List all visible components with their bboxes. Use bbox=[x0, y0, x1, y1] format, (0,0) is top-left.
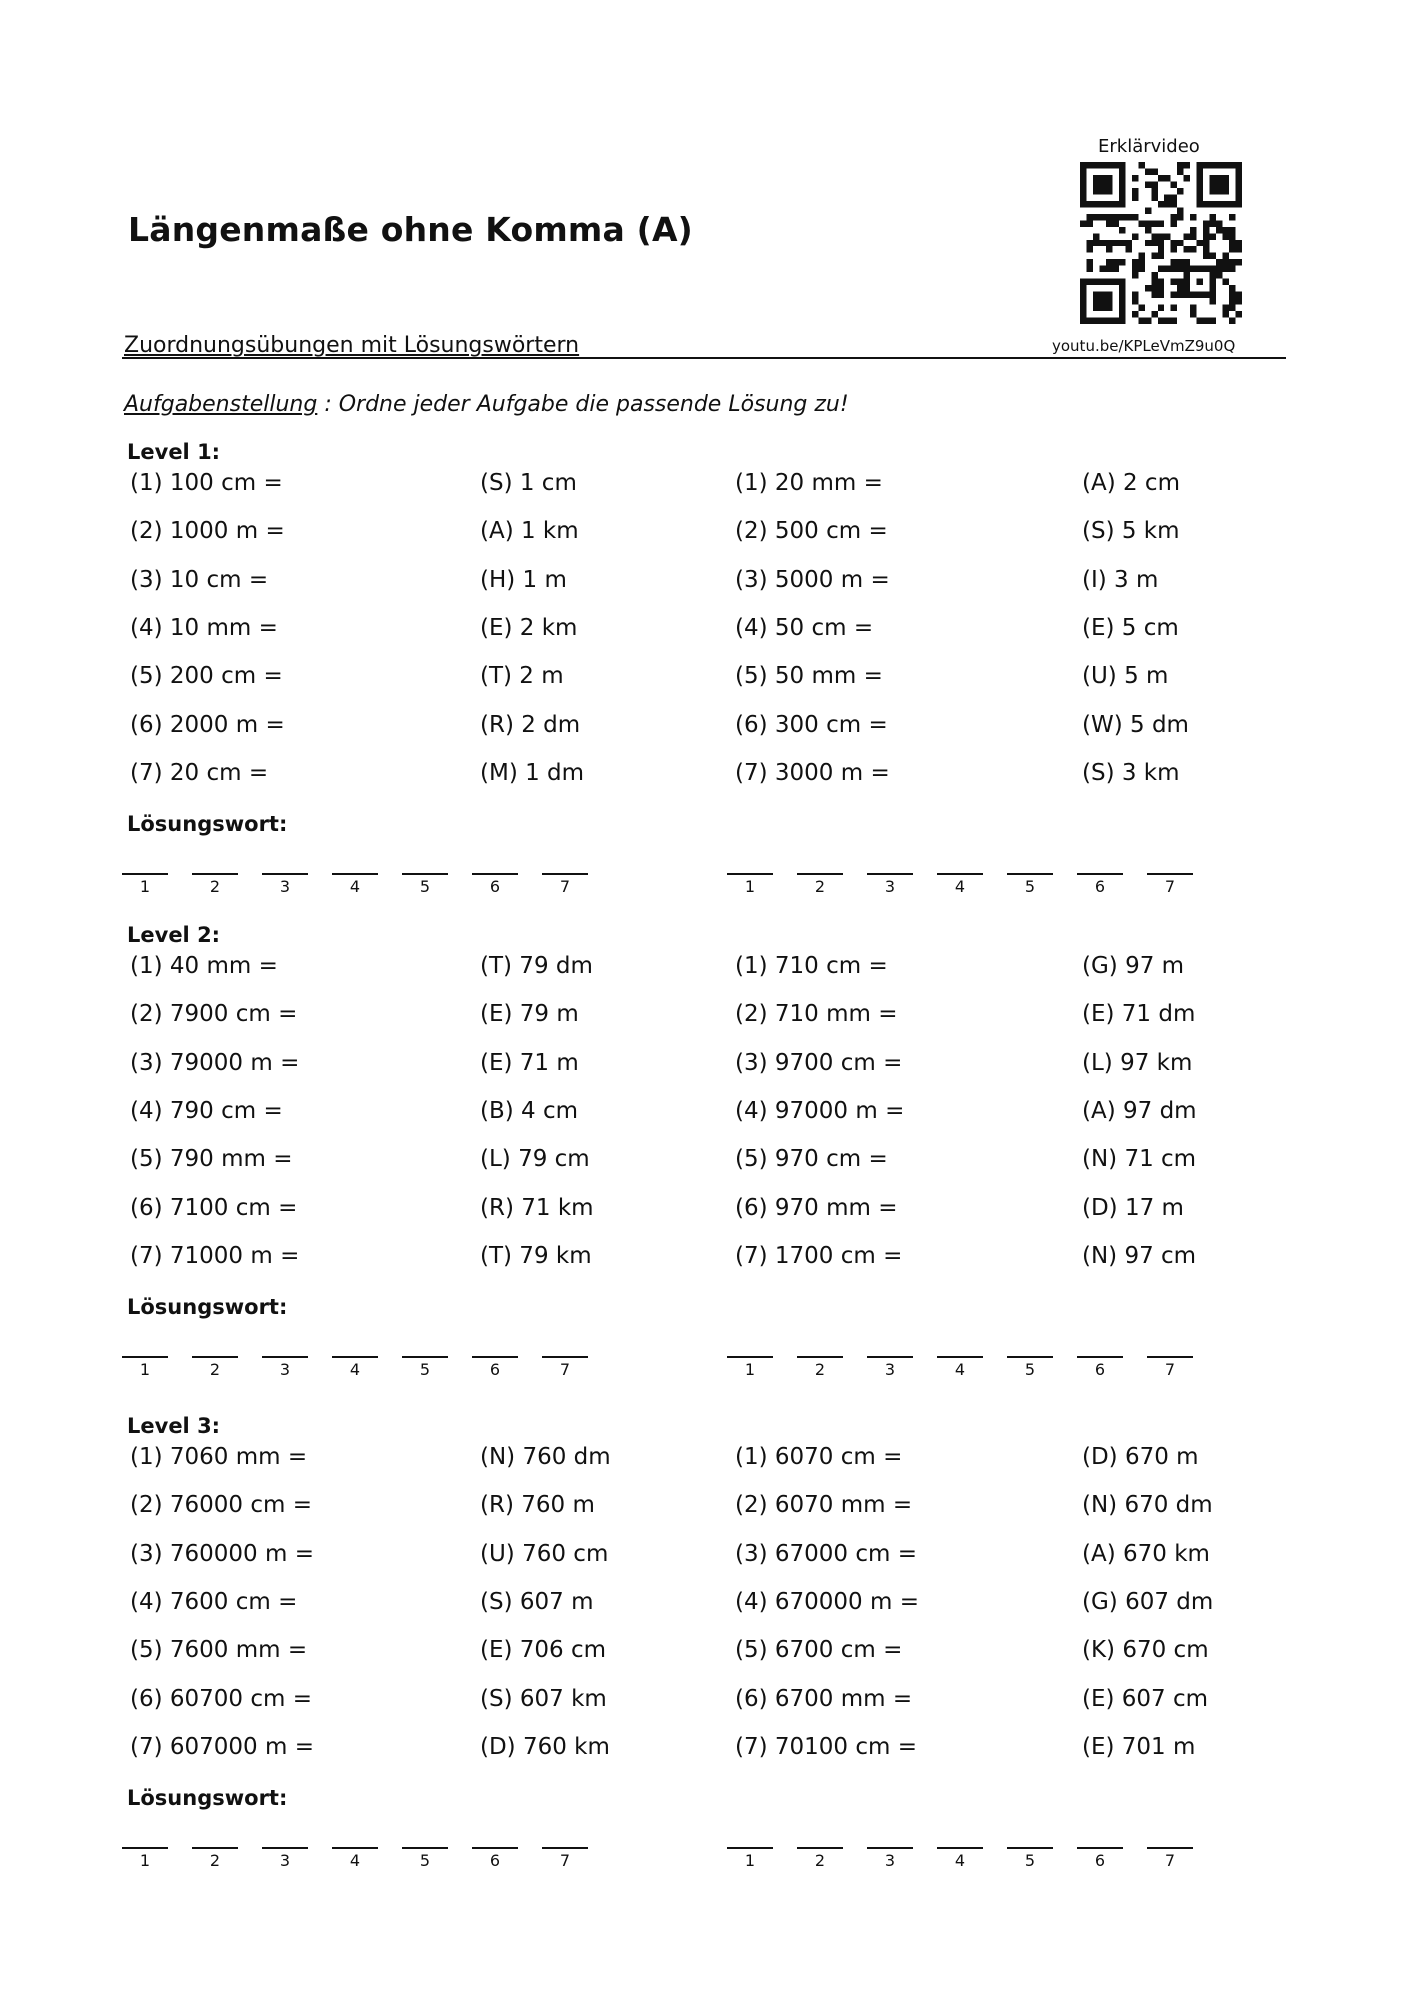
task-item: (4) 10 mm = bbox=[130, 614, 278, 641]
task-item: (7) 71000 m = bbox=[130, 1242, 300, 1269]
blank-line bbox=[727, 1356, 773, 1358]
video-link[interactable]: youtu.be/KPLeVmZ9u0Q bbox=[1052, 337, 1236, 355]
task-item: (5) 970 cm = bbox=[735, 1146, 888, 1173]
task-item: (1) 40 mm = bbox=[130, 953, 278, 979]
task-item: (6) 6700 mm = bbox=[735, 1685, 913, 1712]
blank-line bbox=[1007, 1847, 1053, 1849]
task-item: (7) 607000 m = bbox=[130, 1733, 314, 1760]
answer-option[interactable]: (R) 71 km bbox=[480, 1194, 594, 1221]
blank-line bbox=[472, 1847, 518, 1849]
blank-number: 3 bbox=[884, 1360, 896, 1380]
blank-number: 5 bbox=[1024, 1851, 1036, 1871]
answer-option[interactable]: (T) 79 km bbox=[480, 1242, 592, 1269]
answer-option[interactable]: (I) 3 m bbox=[1082, 566, 1159, 593]
blank-number: 4 bbox=[954, 1360, 966, 1380]
blank-number: 4 bbox=[349, 877, 361, 897]
blank-line bbox=[727, 1847, 773, 1849]
blank-line bbox=[1077, 1356, 1123, 1358]
blank-number: 7 bbox=[1164, 877, 1176, 897]
blank-number: 1 bbox=[744, 877, 756, 897]
blank-line bbox=[332, 1847, 378, 1849]
blank-number: 3 bbox=[884, 1851, 896, 1871]
answer-option[interactable]: (E) 607 cm bbox=[1082, 1685, 1209, 1712]
answer-option[interactable]: (E) 2 km bbox=[480, 614, 578, 641]
answer-option[interactable]: (S) 5 km bbox=[1082, 518, 1180, 545]
task-item: (5) 790 mm = bbox=[130, 1146, 293, 1173]
blank-number: 3 bbox=[884, 877, 896, 897]
level-title: Level 3: bbox=[127, 1414, 221, 1438]
blank-number: 7 bbox=[1164, 1360, 1176, 1380]
level-title: Level 1: bbox=[127, 440, 221, 464]
blank-line bbox=[1007, 1356, 1053, 1358]
answer-option[interactable]: (U) 5 m bbox=[1082, 663, 1169, 690]
task-item: (1) 7060 mm = bbox=[130, 1444, 308, 1470]
task-item: (2) 710 mm = bbox=[735, 1001, 898, 1028]
blank-number: 7 bbox=[559, 1360, 571, 1380]
blank-number: 1 bbox=[139, 1360, 151, 1380]
task-item: (3) 67000 cm = bbox=[735, 1540, 918, 1567]
page-title: Längenmaße ohne Komma (A) bbox=[128, 210, 693, 249]
task-item: (4) 7600 cm = bbox=[130, 1588, 298, 1615]
blank-line bbox=[867, 1847, 913, 1849]
blank-line bbox=[937, 1356, 983, 1358]
answer-option[interactable]: (A) 97 dm bbox=[1082, 1097, 1197, 1124]
blank-line bbox=[332, 1356, 378, 1358]
task-item: (6) 7100 cm = bbox=[130, 1194, 298, 1221]
answer-option[interactable]: (D) 17 m bbox=[1082, 1194, 1184, 1221]
task-item: (5) 7600 mm = bbox=[130, 1637, 308, 1664]
task-item: (2) 6070 mm = bbox=[735, 1492, 913, 1519]
blank-number: 2 bbox=[814, 1360, 826, 1380]
blank-line bbox=[1147, 873, 1193, 875]
page-subtitle: Zuordnungsübungen mit Lösungswörtern bbox=[124, 333, 580, 358]
blank-number: 5 bbox=[419, 877, 431, 897]
solution-word-label: Lösungswort: bbox=[127, 1786, 288, 1811]
blank-number: 3 bbox=[279, 877, 291, 897]
solution-word-label: Lösungswort: bbox=[127, 1295, 288, 1320]
qr-code-icon[interactable] bbox=[1080, 162, 1242, 324]
blank-line bbox=[797, 1847, 843, 1849]
answer-option[interactable]: (S) 3 km bbox=[1082, 759, 1180, 786]
answer-option[interactable]: (E) 79 m bbox=[480, 1001, 579, 1028]
answer-option[interactable]: (M) 1 dm bbox=[480, 759, 585, 786]
task-item: (4) 50 cm = bbox=[735, 614, 874, 641]
task-item: (7) 70100 cm = bbox=[735, 1733, 918, 1760]
task-item: (6) 300 cm = bbox=[735, 711, 888, 738]
blank-line bbox=[937, 873, 983, 875]
blank-number: 4 bbox=[349, 1360, 361, 1380]
blank-line bbox=[867, 873, 913, 875]
blank-line bbox=[937, 1847, 983, 1849]
blank-number: 3 bbox=[279, 1851, 291, 1871]
answer-option[interactable]: (H) 1 m bbox=[480, 566, 567, 593]
blank-number: 5 bbox=[419, 1360, 431, 1380]
task-item: (5) 200 cm = bbox=[130, 663, 283, 690]
blank-number: 1 bbox=[139, 877, 151, 897]
blank-line bbox=[542, 873, 588, 875]
answer-option[interactable]: (W) 5 dm bbox=[1082, 711, 1189, 738]
task-item: (1) 100 cm = bbox=[130, 470, 283, 496]
task-item: (7) 20 cm = bbox=[130, 759, 269, 786]
blank-line bbox=[797, 873, 843, 875]
answer-option[interactable]: (N) 670 dm bbox=[1082, 1492, 1213, 1519]
task-item: (6) 2000 m = bbox=[130, 711, 285, 738]
task-item: (5) 50 mm = bbox=[735, 663, 883, 690]
answer-option[interactable]: (G) 607 dm bbox=[1082, 1588, 1214, 1615]
blank-number: 2 bbox=[814, 877, 826, 897]
answer-option[interactable]: (A) 1 km bbox=[480, 518, 579, 545]
blank-line bbox=[472, 873, 518, 875]
blank-number: 4 bbox=[349, 1851, 361, 1871]
blank-line bbox=[402, 1356, 448, 1358]
blank-number: 2 bbox=[209, 877, 221, 897]
task-item: (3) 5000 m = bbox=[735, 566, 890, 593]
answer-option[interactable]: (S) 1 cm bbox=[480, 470, 577, 496]
blank-number: 7 bbox=[1164, 1851, 1176, 1871]
blank-number: 2 bbox=[209, 1851, 221, 1871]
task-item: (4) 790 cm = bbox=[130, 1097, 283, 1124]
blank-number: 6 bbox=[1094, 1851, 1106, 1871]
blank-line bbox=[542, 1356, 588, 1358]
answer-option[interactable]: (T) 2 m bbox=[480, 663, 564, 690]
blank-line bbox=[797, 1356, 843, 1358]
blank-line bbox=[332, 873, 378, 875]
task-item: (3) 79000 m = bbox=[130, 1049, 300, 1076]
answer-option[interactable]: (R) 760 m bbox=[480, 1492, 595, 1519]
blank-number: 6 bbox=[489, 1851, 501, 1871]
blank-number: 1 bbox=[139, 1851, 151, 1871]
answer-option[interactable]: (L) 79 cm bbox=[480, 1146, 590, 1173]
answer-option[interactable]: (E) 701 m bbox=[1082, 1733, 1196, 1760]
blank-line bbox=[1007, 873, 1053, 875]
task-item: (2) 7900 cm = bbox=[130, 1001, 298, 1028]
blank-number: 7 bbox=[559, 877, 571, 897]
task-item: (2) 76000 cm = bbox=[130, 1492, 313, 1519]
blank-number: 2 bbox=[209, 1360, 221, 1380]
solution-word-label: Lösungswort: bbox=[127, 812, 288, 837]
blank-number: 1 bbox=[744, 1360, 756, 1380]
task-item: (1) 6070 cm = bbox=[735, 1444, 903, 1470]
answer-option[interactable]: (E) 71 m bbox=[480, 1049, 579, 1076]
task-instruction bbox=[124, 392, 849, 417]
answer-option[interactable]: (A) 670 km bbox=[1082, 1540, 1210, 1567]
blank-line bbox=[1147, 1847, 1193, 1849]
blank-line bbox=[262, 873, 308, 875]
answer-option[interactable]: (U) 760 cm bbox=[480, 1540, 609, 1567]
task-item: (2) 500 cm = bbox=[735, 518, 888, 545]
blank-line bbox=[122, 1847, 168, 1849]
blank-line bbox=[402, 1847, 448, 1849]
task-item: (7) 3000 m = bbox=[735, 759, 890, 786]
blank-number: 6 bbox=[1094, 1360, 1106, 1380]
answer-option[interactable]: (G) 97 m bbox=[1082, 953, 1185, 979]
task-item: (1) 20 mm = bbox=[735, 470, 883, 496]
answer-option[interactable]: (B) 4 cm bbox=[480, 1097, 579, 1124]
instruction-text: : Ordne jeder Aufgabe die passende Lösung zu! bbox=[317, 392, 849, 417]
blank-line bbox=[262, 1847, 308, 1849]
blank-number: 5 bbox=[1024, 877, 1036, 897]
task-item: (2) 1000 m = bbox=[130, 518, 285, 545]
answer-option[interactable]: (D) 760 km bbox=[480, 1733, 610, 1760]
blank-line bbox=[192, 1847, 238, 1849]
task-item: (3) 9700 cm = bbox=[735, 1049, 903, 1076]
header-divider bbox=[122, 357, 1286, 359]
level-title: Level 2: bbox=[127, 923, 221, 947]
task-item: (7) 1700 cm = bbox=[735, 1242, 903, 1269]
blank-number: 1 bbox=[744, 1851, 756, 1871]
blank-line bbox=[867, 1356, 913, 1358]
blank-line bbox=[192, 1356, 238, 1358]
answer-option[interactable]: (E) 5 cm bbox=[1082, 614, 1179, 641]
blank-line bbox=[472, 1356, 518, 1358]
blank-number: 4 bbox=[954, 877, 966, 897]
blank-line bbox=[542, 1847, 588, 1849]
task-item: (6) 970 mm = bbox=[735, 1194, 898, 1221]
blank-number: 6 bbox=[1094, 877, 1106, 897]
blank-line bbox=[192, 873, 238, 875]
blank-number: 6 bbox=[489, 877, 501, 897]
blank-number: 7 bbox=[559, 1851, 571, 1871]
blank-number: 5 bbox=[419, 1851, 431, 1871]
answer-option[interactable]: (R) 2 dm bbox=[480, 711, 581, 738]
blank-line bbox=[1077, 873, 1123, 875]
answer-option[interactable]: (S) 607 m bbox=[480, 1588, 594, 1615]
qr-label: Erklärvideo bbox=[1098, 136, 1200, 157]
answer-option[interactable]: (S) 607 km bbox=[480, 1685, 607, 1712]
task-item: (4) 97000 m = bbox=[735, 1097, 905, 1124]
answer-option[interactable]: (E) 706 cm bbox=[480, 1637, 607, 1664]
blank-line bbox=[122, 1356, 168, 1358]
blank-number: 4 bbox=[954, 1851, 966, 1871]
task-item: (3) 760000 m = bbox=[130, 1540, 314, 1567]
blank-line bbox=[727, 873, 773, 875]
task-item: (4) 670000 m = bbox=[735, 1588, 919, 1615]
blank-line bbox=[1077, 1847, 1123, 1849]
blank-number: 5 bbox=[1024, 1360, 1036, 1380]
blank-number: 2 bbox=[814, 1851, 826, 1871]
answer-option[interactable]: (K) 670 cm bbox=[1082, 1637, 1209, 1664]
blank-line bbox=[402, 873, 448, 875]
blank-line bbox=[262, 1356, 308, 1358]
answer-option[interactable]: (N) 71 cm bbox=[1082, 1146, 1197, 1173]
answer-option[interactable]: (N) 760 dm bbox=[480, 1444, 611, 1470]
answer-option[interactable]: (A) 2 cm bbox=[1082, 470, 1180, 496]
answer-option[interactable]: (E) 71 dm bbox=[1082, 1001, 1196, 1028]
answer-option[interactable]: (N) 97 cm bbox=[1082, 1242, 1197, 1269]
blank-line bbox=[122, 873, 168, 875]
blank-number: 3 bbox=[279, 1360, 291, 1380]
blank-number: 6 bbox=[489, 1360, 501, 1380]
answer-option[interactable]: (T) 79 dm bbox=[480, 953, 593, 979]
task-item: (6) 60700 cm = bbox=[130, 1685, 313, 1712]
answer-option[interactable]: (D) 670 m bbox=[1082, 1444, 1199, 1470]
task-item: (3) 10 cm = bbox=[130, 566, 269, 593]
task-item: (1) 710 cm = bbox=[735, 953, 888, 979]
answer-option[interactable]: (L) 97 km bbox=[1082, 1049, 1193, 1076]
blank-line bbox=[1147, 1356, 1193, 1358]
task-item: (5) 6700 cm = bbox=[735, 1637, 903, 1664]
instruction-label: Aufgabenstellung bbox=[124, 392, 318, 417]
